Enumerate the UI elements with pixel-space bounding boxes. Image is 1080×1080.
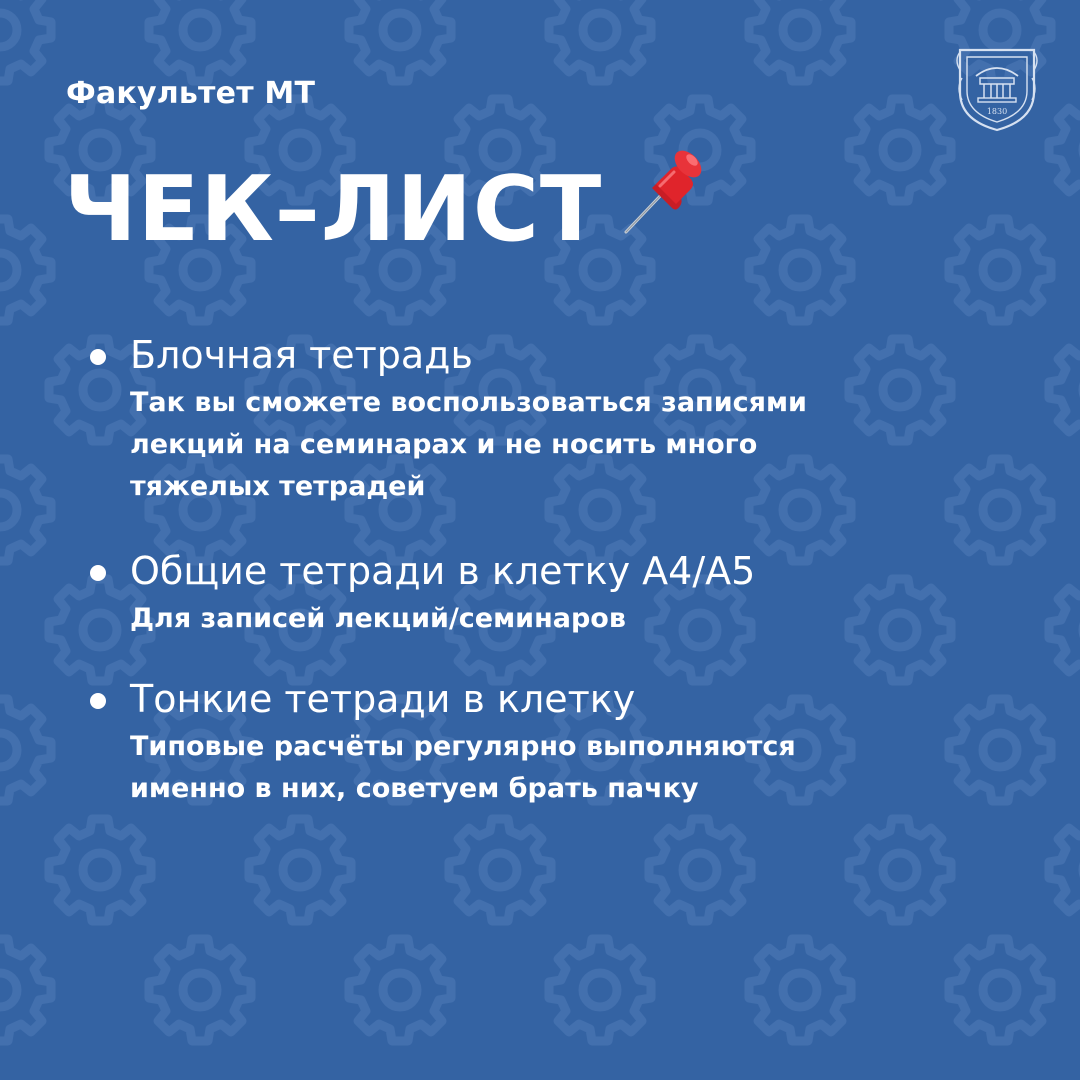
list-item bbox=[90, 330, 807, 508]
item-description-line: именно в них, советуем брать пачку bbox=[130, 773, 699, 804]
list-item bbox=[90, 546, 755, 640]
item-description bbox=[130, 598, 755, 640]
item-description bbox=[130, 726, 796, 810]
pushpin-icon bbox=[616, 140, 716, 240]
emblem-year: 1830 bbox=[986, 107, 1008, 116]
bullet-icon bbox=[90, 693, 106, 709]
page-title: ЧЕК–ЛИСТ bbox=[64, 157, 603, 262]
bullet-icon bbox=[90, 565, 106, 581]
title-row bbox=[64, 157, 716, 270]
item-description-line: лекций на семинарах и не носить много bbox=[130, 429, 758, 460]
list-item bbox=[90, 674, 796, 810]
university-emblem-icon bbox=[954, 40, 1040, 134]
item-description-line: Типовые расчёты регулярно выполняются bbox=[130, 731, 796, 762]
item-title: Общие тетради в клетку А4/А5 bbox=[130, 549, 756, 593]
item-description-line: Так вы сможете воспользоваться записями bbox=[130, 387, 807, 418]
faculty-label: Факультет МТ bbox=[66, 76, 316, 111]
item-title: Тонкие тетради в клетку bbox=[130, 677, 636, 721]
item-description-line: тяжелых тетрадей bbox=[130, 471, 426, 502]
item-description-line: Для записей лекций/семинаров bbox=[130, 603, 626, 634]
bullet-icon bbox=[90, 349, 106, 365]
item-description bbox=[130, 382, 807, 508]
item-title: Блочная тетрадь bbox=[130, 333, 473, 377]
